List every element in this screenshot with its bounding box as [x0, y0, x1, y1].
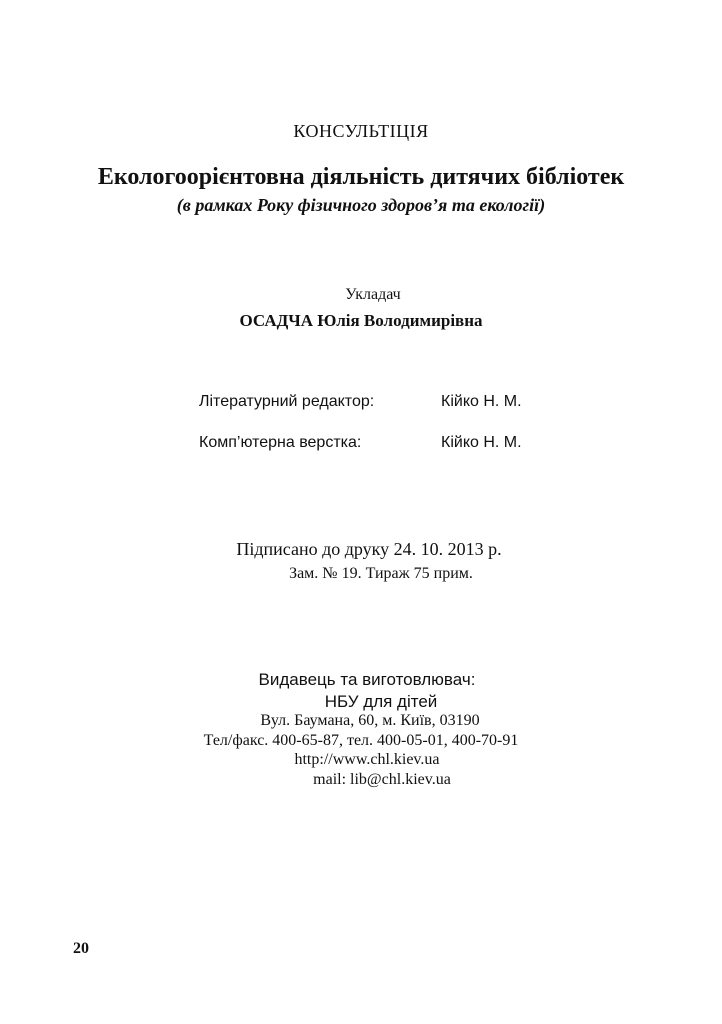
- publisher-email: mail: lib@chl.kiev.ua: [313, 771, 451, 788]
- publisher-address: Вул. Баумана, 60, м. Київ, 03190: [260, 712, 480, 729]
- publisher-name: НБУ для дітей: [324, 692, 438, 711]
- publisher-label: Видавець та виготовлювач:: [258, 670, 476, 689]
- signed-to-print: Підписано до друку 24. 10. 2013 р.: [236, 539, 502, 559]
- publisher-phone: Тел/факс. 400-65-87, тел. 400-05-01, 400-70-91: [203, 732, 519, 749]
- order-and-print-run: Зам. № 19. Тираж 75 прим.: [289, 565, 473, 582]
- literary-editor-value: Кійко Н. М.: [441, 393, 522, 410]
- page-number: 20: [73, 940, 89, 957]
- compiler-label: Укладач: [345, 286, 401, 303]
- compiler-name: ОСАДЧА Юлія Володимирівна: [239, 311, 483, 330]
- layout-label: Комп’ютерна верстка:: [199, 434, 362, 451]
- document-title: Екологоорієнтовна діяльність дитячих бібліотек: [97, 164, 625, 190]
- publisher-website: http://www.chl.kiev.ua: [294, 751, 440, 768]
- layout-value: Кійко Н. М.: [441, 434, 522, 451]
- section-heading: КОНСУЛЬТІЦІЯ: [293, 121, 429, 141]
- literary-editor-label: Літературний редактор:: [199, 393, 375, 410]
- document-subtitle: (в рамках Року фізичного здоров’я та екології): [176, 195, 546, 215]
